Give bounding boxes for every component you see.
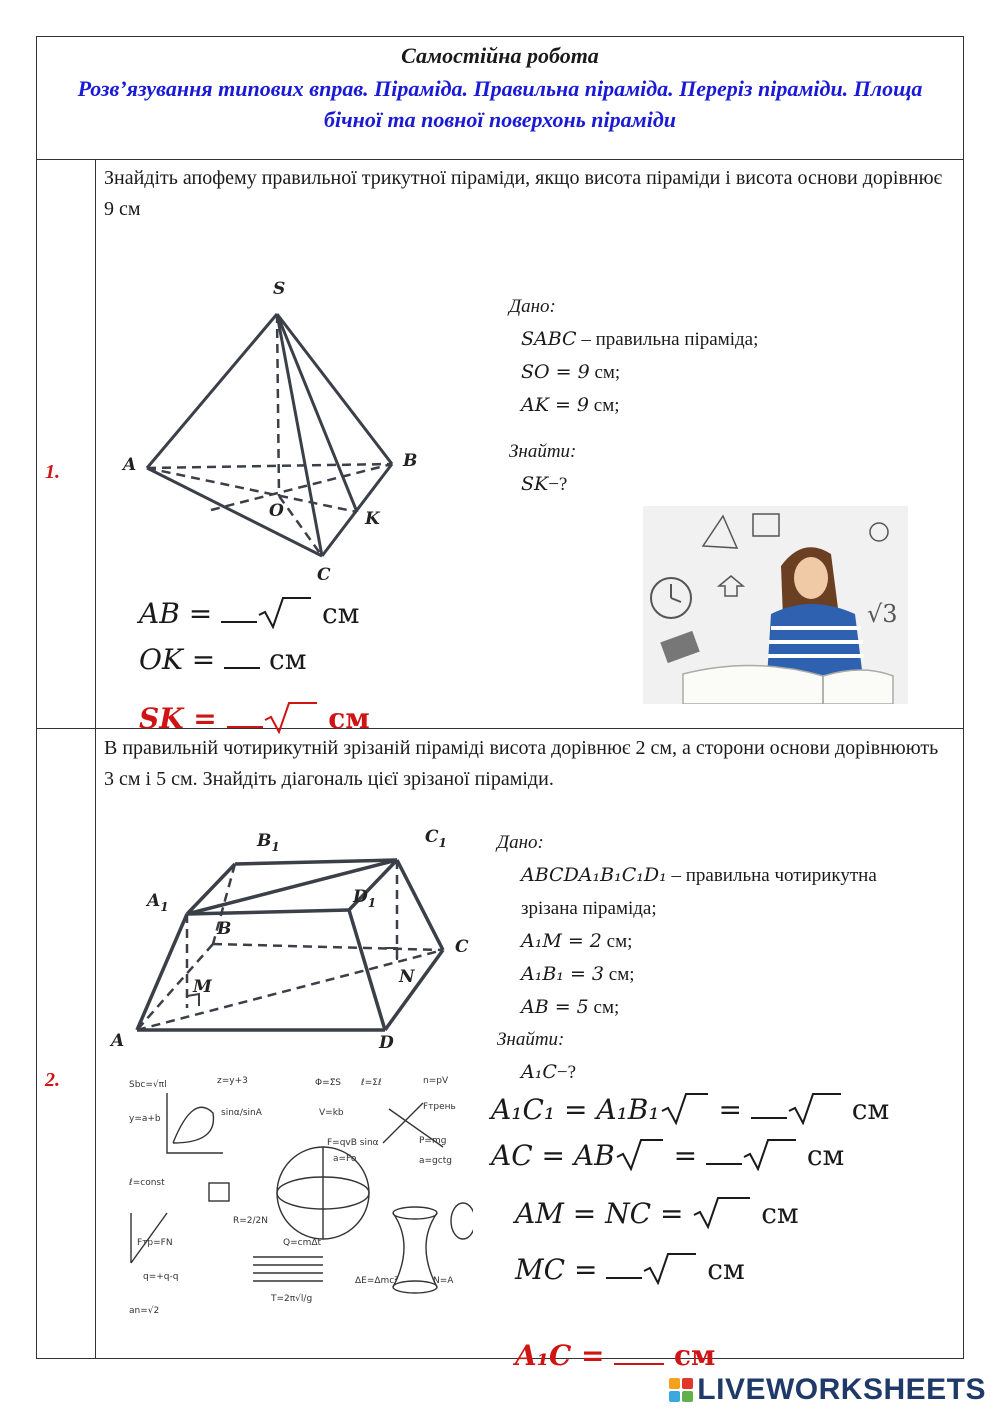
vertex-label-a1: $A_1$ [147,891,169,914]
find-label: Знайти: [509,441,577,462]
sqrt-icon [692,1195,752,1229]
answer-blank[interactable] [224,645,260,669]
svg-text:√3: √3 [867,600,898,628]
answer-blank[interactable] [751,1095,787,1119]
point-label-n: N [399,967,415,987]
given-item: зрізана піраміда; [521,898,657,919]
given-item: AB = 5 см; [521,996,620,1018]
worksheet-header [37,37,963,160]
svg-text:Fтр=FN: Fтр=FN [137,1238,173,1248]
physics-formulas-illustration [123,1073,473,1323]
task-2-row [37,729,963,1372]
given-item: ABCDA₁B₁C₁D₁ – правильна чотирикутна [521,864,877,886]
vertex-label-k: K [365,509,380,529]
svg-text:an=√2: an=√2 [129,1306,160,1316]
worksheet-topic: Розв’язування типових вправ. Піраміда. Правильна піраміда. Переріз піраміди. Площа бічної та повної поверхонь піраміди [77,76,923,132]
vertex-label-c: C [455,937,469,957]
given-item: SO = 9 см; [521,361,621,383]
svg-text:z=y+3: z=y+3 [217,1076,248,1086]
vertex-label-b: B [403,451,418,471]
point-label-m: M [193,977,212,997]
find-label: Знайти: [497,1029,565,1050]
given-label: Дано: [509,296,556,317]
vertex-label-o: O [269,501,284,521]
svg-text:R=2/2N: R=2/2N [233,1216,269,1226]
sqrt-icon [257,595,313,629]
vertex-label-a: A [111,1031,125,1051]
svg-text:P=mg: P=mg [419,1136,447,1146]
answer-blank[interactable] [227,704,263,728]
sqrt-icon [615,1137,665,1171]
brand-name: LIVEWORKSHEETS [697,1373,986,1406]
svg-text:ℓ=const: ℓ=const [129,1178,165,1188]
worksheet-title: Самостійна робота [401,43,599,68]
task-2-given [497,827,877,1089]
given-label: Дано: [497,832,544,853]
answer-blank[interactable] [606,1255,642,1279]
find-item: A₁C−? [521,1061,577,1083]
given-item: SABC – правильна піраміда; [521,328,759,350]
svg-text:Fтрень: Fтрень [423,1102,456,1112]
answer-blank[interactable] [221,599,257,623]
task-1-given [509,291,758,501]
svg-text:Φ=Σ⃗S: Φ=Σ⃗S [315,1078,342,1088]
task-2-statement: В правильній чотирикутній зрізаній піраміді висота дорівнює 2 см, а сторони основи дорівнюють 3 см і 5 см. Знайдіть діагональ цієї зрізаної піраміди. [104,737,939,790]
vertex-label-b1: $B_1$ [257,831,280,854]
frustum-figure [107,824,487,1054]
svg-text:ℓ=Σℓ: ℓ=Σℓ [361,1078,382,1088]
sqrt-icon [660,1091,710,1125]
task-1-statement: Знайдіть апофему правильної трикутної піраміди, якщо висота піраміди і висота основи дорівнює 9 см [104,167,943,220]
task-1-row [37,159,963,735]
svg-text:Q=cmΔt: Q=cmΔt [283,1238,322,1248]
vertex-label-c1: $C_1$ [425,827,447,850]
answer-mc: MC = см [515,1253,745,1286]
worksheet [36,36,964,1372]
girl-studying-illustration [643,506,908,704]
svg-text:sinα/sinA: sinα/sinA [221,1108,262,1118]
answer-a1c1: A₁C₁ = A₁B₁ = см [491,1093,890,1126]
vertex-label-a: A [123,455,137,475]
svg-text:Sbc=√πl: Sbc=√πl [129,1080,167,1090]
svg-text:a=Fo: a=Fo [333,1154,357,1164]
svg-text:N=A: N=A [433,1276,454,1286]
answer-ok: OK = см [139,643,307,676]
svg-text:a=gctg: a=gctg [419,1156,452,1166]
sqrt-icon [787,1091,843,1125]
task-1-number: 1. [45,461,60,483]
answer-blank[interactable] [706,1141,742,1165]
answer-ab: AB = см [139,597,360,630]
svg-text:ΔE=Δmc²: ΔE=Δmc² [355,1276,398,1286]
liveworksheets-icon [669,1378,693,1402]
sqrt-icon [642,1251,698,1285]
vertex-label-c: C [317,565,331,584]
svg-text:V=kb: V=kb [319,1108,344,1118]
svg-text:T=2π√l/g: T=2π√l/g [271,1294,313,1304]
svg-text:q=+q-q: q=+q-q [143,1272,179,1282]
svg-text:F=qvB sinα: F=qvB sinα [327,1138,379,1148]
answer-blank[interactable] [614,1341,664,1365]
pyramid-figure [117,274,437,584]
svg-text:y=a+b: y=a+b [129,1114,161,1124]
given-item: A₁M = 2 см; [521,930,633,952]
vertex-label-s: S [273,279,286,299]
answer-am-nc: AM = NC = см [515,1197,799,1230]
vertex-label-b: B [217,919,232,939]
given-item: A₁B₁ = 3 см; [521,963,635,985]
vertex-label-d: D [379,1033,394,1053]
answer-ac: AC = AB = см [491,1139,845,1172]
liveworksheets-logo[interactable] [669,1373,986,1407]
svg-text:n=pV: n=pV [423,1076,449,1086]
given-item: AK = 9 см; [521,394,620,416]
answer-sk: SK = см [139,702,370,735]
answer-a1c: A₁C = см [515,1339,716,1372]
sqrt-icon [742,1137,798,1171]
vertex-label-d1: $D_1$ [353,887,377,910]
task-2-number: 2. [45,1069,60,1091]
find-item: SK−? [521,473,568,495]
